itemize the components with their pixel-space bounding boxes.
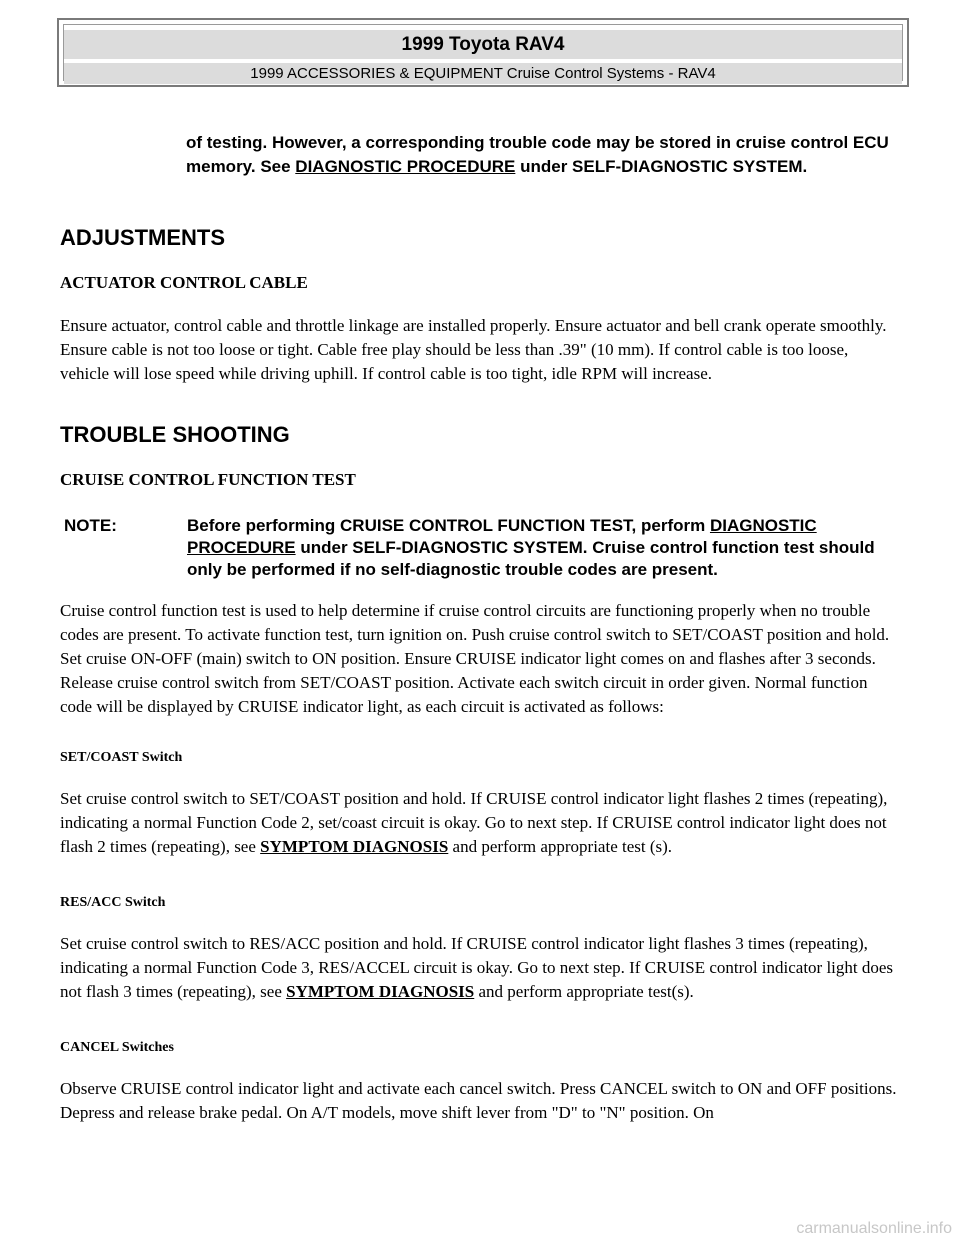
header-inner-frame [63,24,903,81]
res-acc-symptom-diagnosis-link[interactable]: SYMPTOM DIAGNOSIS [286,982,475,1001]
res-acc-paragraph [60,932,900,1004]
set-coast-text-before: Set cruise control switch to SET/COAST position and hold. If CRUISE control indicator light flashes 2 times (repeating), indicating a normal Function Code 2, set/coast circuit is okay. Go to next step. If CRUISE control indicator light does not flash 2 times (repeating), see [60,789,888,856]
set-coast-text-after: and perform appropriate test (s). [448,837,673,856]
diagnostic-procedure-link[interactable]: DIAGNOSTIC PROCEDURE [295,157,516,176]
document-title: 1999 Toyota RAV4 [64,30,902,59]
adjustments-paragraph: Ensure actuator, control cable and throttle linkage are installed properly. Ensure actuator and bell crank operate smoothly. Ensure cable is not too loose or tight. Cable free play should be less than .39" (10 mm). If control cable is too loose, vehicle will lose speed while driving uphill. If control cable is too tight, idle RPM will increase. [60,316,887,383]
intro-paragraph [186,131,906,179]
trouble-shooting-heading: TROUBLE SHOOTING [60,422,290,447]
actuator-control-cable-heading: ACTUATOR CONTROL CABLE [60,273,308,292]
cancel-switches-heading: CANCEL Switches [60,1040,174,1055]
set-coast-symptom-diagnosis-link[interactable]: SYMPTOM DIAGNOSIS [260,837,449,856]
set-coast-heading: SET/COAST Switch [60,750,183,765]
note-text [187,515,902,581]
note-diagnostic-procedure-link[interactable]: DIAGNOSTIC PROCEDURE [187,516,817,557]
set-coast-paragraph [60,787,900,859]
res-acc-heading: RES/ACC Switch [60,895,166,910]
note-text-after: under SELF-DIAGNOSTIC SYSTEM. Cruise control function test should only be performed if no self-diagnostic trouble codes are present. [187,538,875,579]
intro-text-before: of testing. However, a corresponding trouble code may be stored in cruise control ECU memory. See [186,133,889,176]
function-test-heading: CRUISE CONTROL FUNCTION TEST [60,470,356,489]
adjustments-heading: ADJUSTMENTS [60,225,226,250]
note-label: NOTE: [64,516,117,535]
cancel-paragraph: Observe CRUISE control indicator light and activate each cancel switch. Press CANCEL switch to ON and OFF positions. Depress and release brake pedal. On A/T models, move shift lever from "D" to "N" position. On [60,1079,897,1122]
res-acc-text-before: Set cruise control switch to RES/ACC position and hold. If CRUISE control indicator light flashes 3 times (repeating), indicating a normal Function Code 3, RES/ACCEL circuit is okay. Go to next step. If CRUISE control indicator light does not flash 3 times (repeating), see [60,934,894,1001]
note-text-before: Before performing CRUISE CONTROL FUNCTION TEST, perform [187,516,710,535]
watermark-text: carmanualsonline.info [796,1220,952,1237]
intro-text-after: under SELF-DIAGNOSTIC SYSTEM. [515,157,808,176]
page-header [57,18,909,87]
document-subtitle: 1999 ACCESSORIES & EQUIPMENT Cruise Control Systems - RAV4 [64,63,902,84]
function-test-paragraph: Cruise control function test is used to help determine if cruise control circuits are functioning properly when no trouble codes are present. To activate function test, turn ignition on. Push cruise control switch to SET/COAST position and hold. Set cruise ON-OFF (main) switch to ON position. Ensure CRUISE indicator light comes on and flashes after 3 seconds. Release cruise control switch from SET/COAST position. Activate each switch circuit in order given. Normal function code will be displayed by CRUISE indicator light, as each circuit is activated as follows: [60,601,890,716]
res-acc-text-after: and perform appropriate test(s). [474,982,694,1001]
